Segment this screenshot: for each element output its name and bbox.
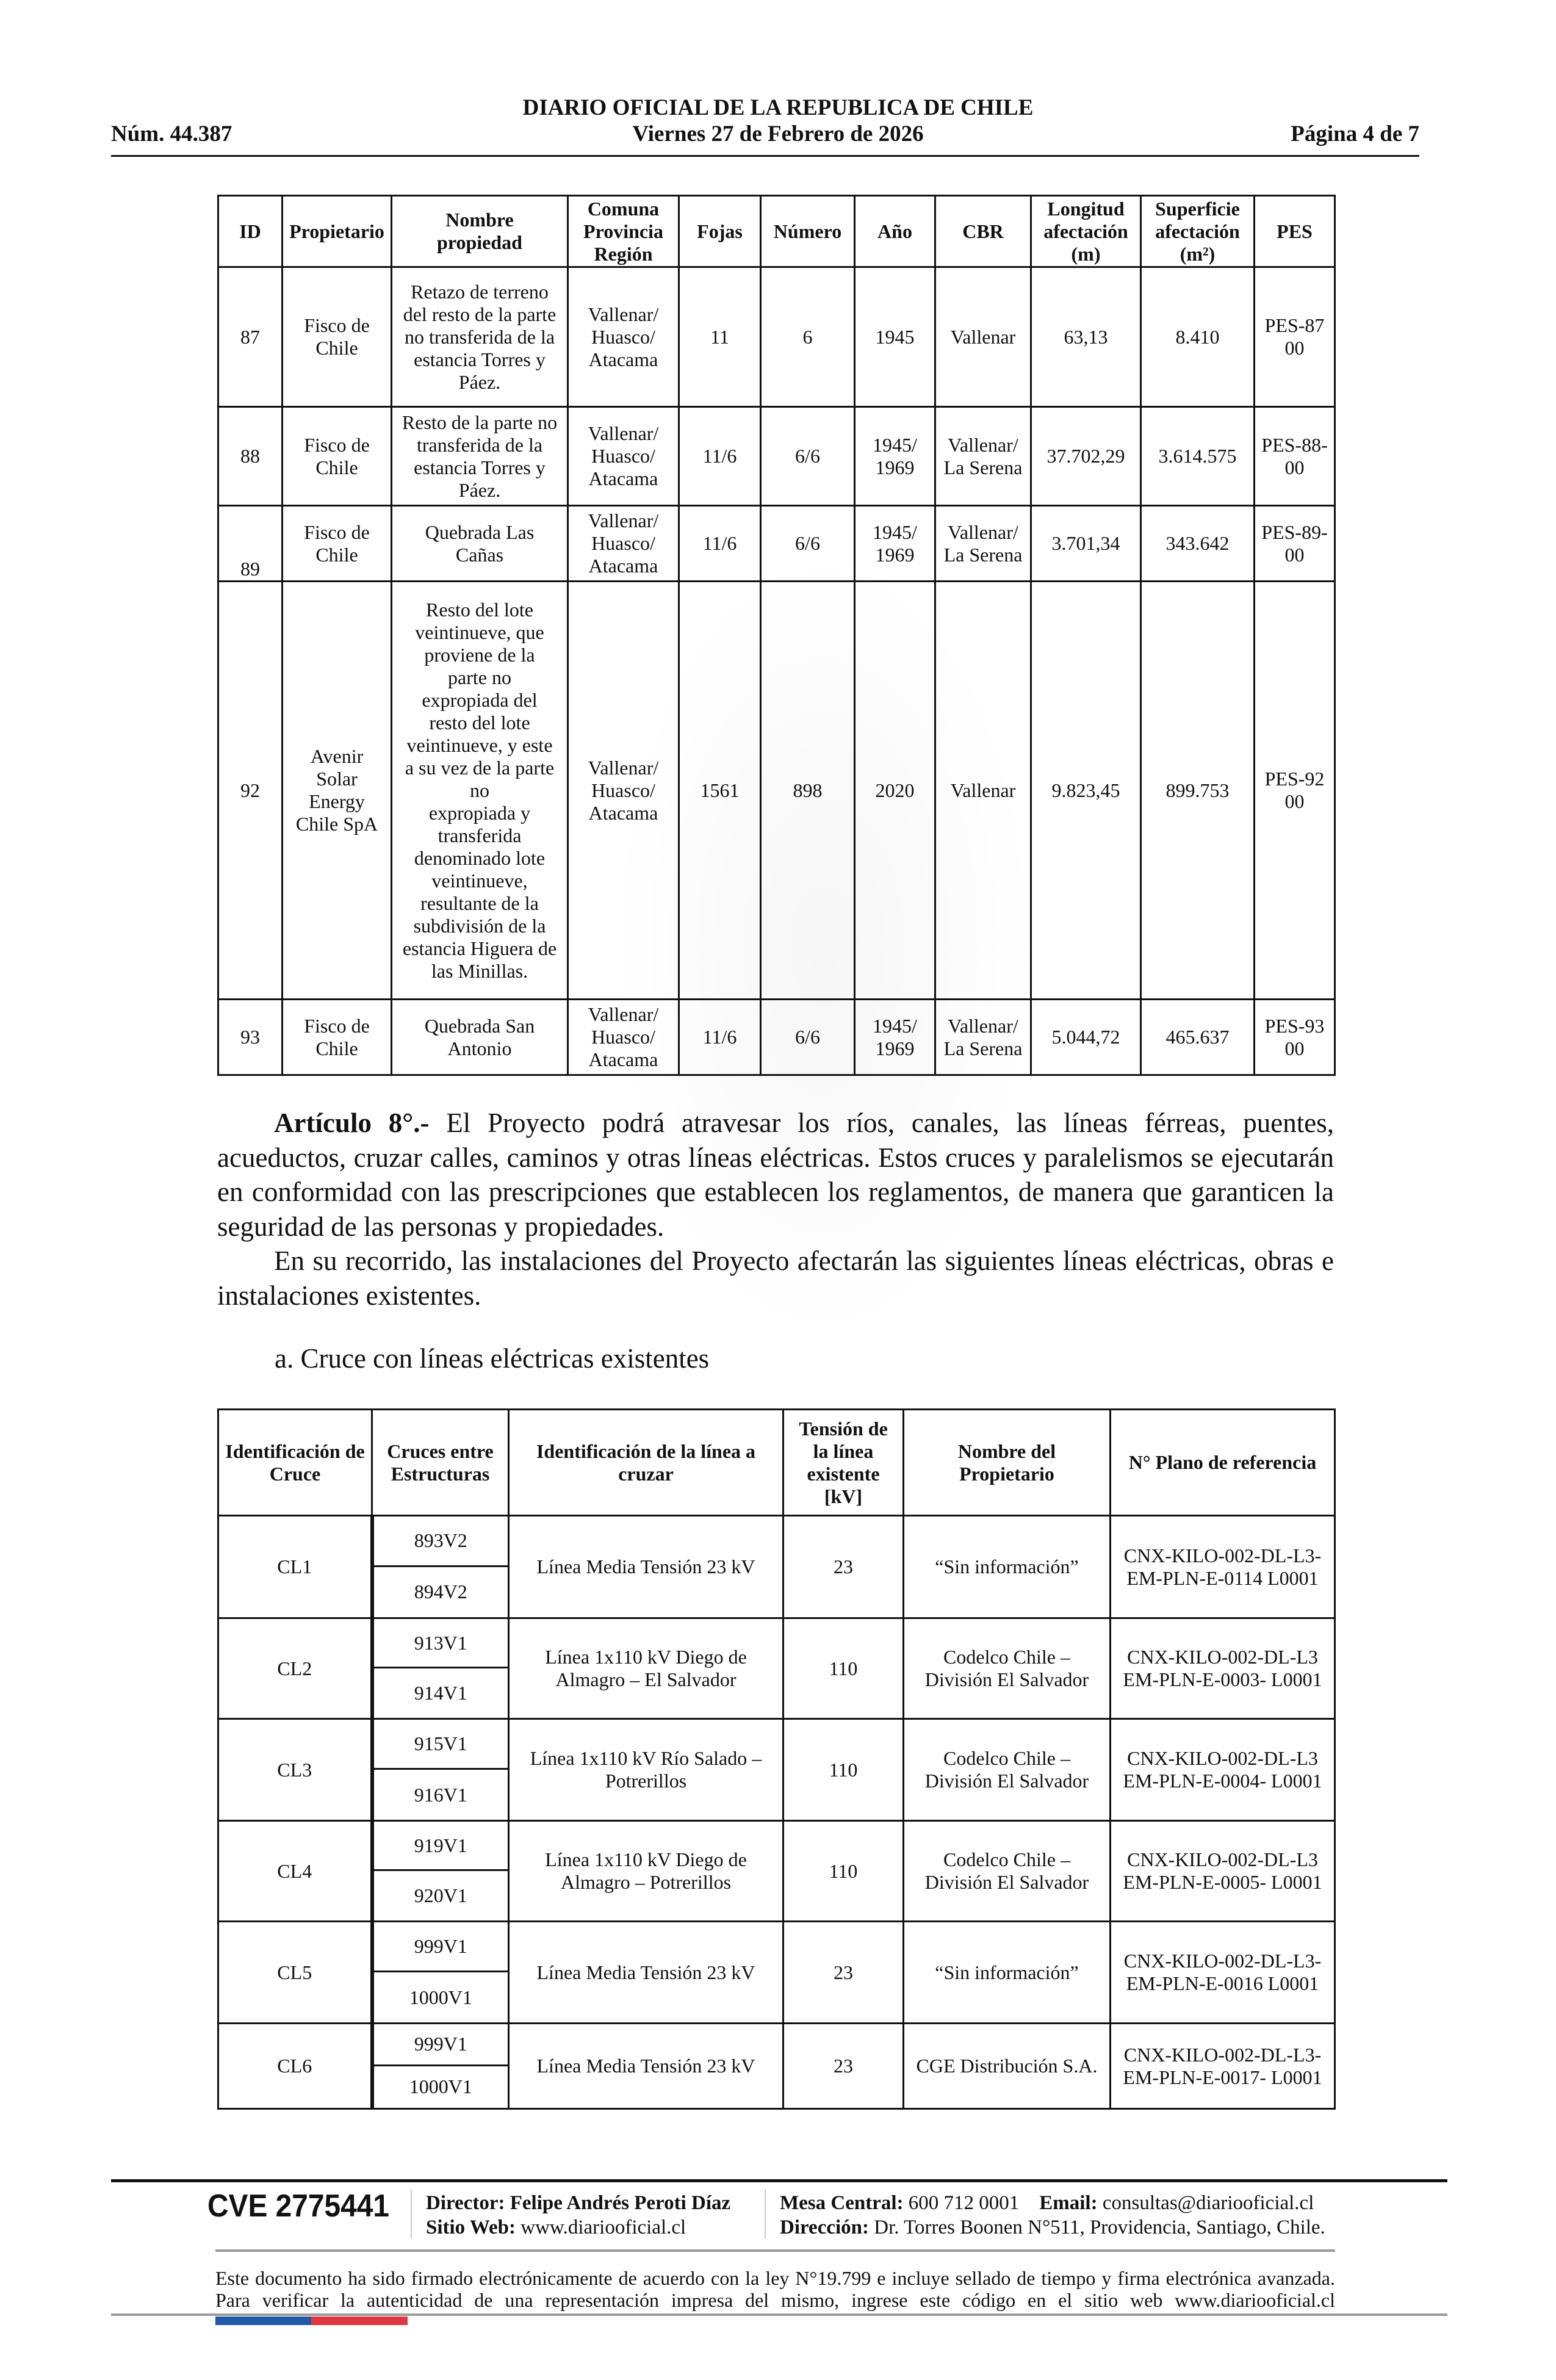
cell-crossing-id: CL1 [218, 1516, 372, 1618]
table-row [218, 2024, 1335, 2109]
structure-from: 913V1 [374, 1619, 508, 1668]
footer-divider [215, 2249, 1335, 2252]
cell-crossing-id: CL4 [218, 1821, 372, 1922]
cell-comuna: Vallenar/ Huasco/ Atacama [568, 582, 679, 1000]
cell-name: Quebrada Las Cañas [392, 506, 568, 582]
cell-name: Resto de la parte no transferida de la estancia Torres y Páez. [392, 407, 568, 506]
cell-id: 93 [218, 1000, 283, 1075]
cell-plan: CNX-KILO-002-DL-L3- EM-PLN-E-0016 L0001 [1111, 1922, 1335, 2024]
cell-comuna: Vallenar/ Huasco/ Atacama [568, 1000, 679, 1075]
cell-numero: 6 [761, 267, 855, 407]
cell-pes: PES-89- 00 [1255, 506, 1335, 582]
cell-id: 88 [218, 407, 283, 506]
column-header: Número [761, 196, 855, 267]
cell-longitud: 3.701,34 [1031, 506, 1141, 582]
crossings-table [217, 1408, 1336, 2110]
header-divider [111, 155, 1419, 157]
column-header: Nombre del Propietario [904, 1410, 1111, 1516]
cell-pes: PES-93 00 [1255, 1000, 1335, 1075]
cell-structures [372, 1719, 509, 1821]
article-8-text [217, 1106, 1334, 1313]
structure-from: 919V1 [374, 1822, 508, 1871]
column-header: Comuna Provincia Región [568, 196, 679, 267]
cell-line: Línea Media Tensión 23 kV [509, 2024, 783, 2109]
cell-plan: CNX-KILO-002-DL-L3 EM-PLN-E-0004- L0001 [1111, 1719, 1335, 1821]
column-header: Identificación de Cruce [218, 1410, 372, 1516]
cell-structures [372, 2024, 509, 2109]
phone-number: 600 712 0001 [908, 2192, 1020, 2214]
email-link[interactable]: consultas@diariooficial.cl [1102, 2192, 1314, 2214]
footer-divider [111, 2313, 1447, 2316]
cell-owner: Codelco Chile – División El Salvador [904, 1618, 1111, 1719]
cell-pes: PES-92 00 [1255, 582, 1335, 1000]
cell-comuna: Vallenar/ Huasco/ Atacama [568, 267, 679, 407]
cell-kv: 23 [783, 1922, 904, 2024]
cell-owner: Codelco Chile – División El Salvador [904, 1719, 1111, 1821]
cell-owner: Codelco Chile – División El Salvador [904, 1821, 1111, 1922]
director-name: Felipe Andrés Peroti Díaz [510, 2192, 731, 2214]
cell-anio: 1945/ 1969 [855, 506, 935, 582]
cell-owner: Avenir Solar Energy Chile SpA [283, 582, 392, 1000]
cell-fojas: 11/6 [679, 506, 761, 582]
cell-name: Quebrada San Antonio [392, 1000, 568, 1075]
cell-longitud: 37.702,29 [1031, 407, 1141, 506]
structure-to: 916V1 [414, 1783, 467, 1806]
phone-label: Mesa Central: [780, 2192, 904, 2214]
cell-owner: Fisco de Chile [283, 506, 392, 582]
column-header: CBR [935, 196, 1031, 267]
website-link[interactable]: www.diariooficial.cl [520, 2216, 686, 2238]
cell-cbr: Vallenar/ La Serena [935, 1000, 1031, 1075]
cell-superficie: 8.410 [1141, 267, 1255, 407]
cell-structures [372, 1516, 509, 1618]
table-row [218, 1719, 1335, 1821]
cell-numero: 6/6 [761, 1000, 855, 1075]
cell-anio: 1945/ 1969 [855, 1000, 935, 1075]
cell-id: 92 [218, 582, 283, 1000]
structure-from: 999V1 [374, 1922, 508, 1972]
signature-disclaimer: Este documento ha sido firmado electrónicamente de acuerdo con la ley N°19.799 e incluye sellado de tiempo y firma electrónica avanzada. Para verificar la autenticidad de una representación impresa del mismo, ingrese este código en el sitio web www.diariooficial.cl [215, 2267, 1335, 2311]
flag-stripe-red [311, 2317, 408, 2325]
cell-comuna: Vallenar/ Huasco/ Atacama [568, 407, 679, 506]
column-header: Tensión de la línea existente [kV] [783, 1410, 904, 1516]
cell-longitud: 9.823,45 [1031, 582, 1141, 1000]
structure-to: 914V1 [414, 1682, 467, 1704]
cell-cbr: Vallenar [935, 267, 1031, 407]
footer-divider [111, 2179, 1447, 2182]
cell-crossing-id: CL2 [218, 1618, 372, 1719]
cell-plan: CNX-KILO-002-DL-L3- EM-PLN-E-0017- L0001 [1111, 2024, 1335, 2109]
column-header: ID [218, 196, 283, 267]
cell-line: Línea 1x110 kV Río Salado – Potrerillos [509, 1719, 783, 1821]
structure-from: 999V1 [374, 2024, 508, 2066]
structure-to: 1000V1 [409, 1986, 472, 2008]
cell-pes: PES-87 00 [1255, 267, 1335, 407]
cell-id: 87 [218, 267, 283, 407]
column-header: PES [1255, 196, 1335, 267]
cell-kv: 23 [783, 1516, 904, 1618]
cell-numero: 6/6 [761, 506, 855, 582]
column-header: N° Plano de referencia [1111, 1410, 1335, 1516]
issue-number: Núm. 44.387 [111, 121, 232, 146]
address: Dr. Torres Boonen N°511, Providencia, Santiago, Chile. [874, 2216, 1325, 2238]
flag-stripe-blue [215, 2317, 311, 2325]
cell-plan: CNX-KILO-002-DL-L3- EM-PLN-E-0114 L0001 [1111, 1516, 1335, 1618]
cell-superficie: 3.614.575 [1141, 407, 1255, 506]
cell-owner: CGE Distribución S.A. [904, 2024, 1111, 2109]
email-label: Email: [1039, 2192, 1098, 2214]
structure-from: 893V2 [374, 1516, 508, 1567]
contact-info [780, 2191, 1325, 2240]
table-row [218, 1821, 1335, 1922]
cell-comuna: Vallenar/ Huasco/ Atacama [568, 506, 679, 582]
cell-superficie: 343.642 [1141, 506, 1255, 582]
column-header: Propietario [283, 196, 392, 267]
cell-name: Retazo de terreno del resto de la parte no transferida de la estancia Torres y Páez. [392, 267, 568, 407]
cell-numero: 898 [761, 582, 855, 1000]
cell-plan: CNX-KILO-002-DL-L3 EM-PLN-E-0005- L0001 [1111, 1821, 1335, 1922]
cell-structures [372, 1821, 509, 1922]
column-header: Longitud afectación (m) [1031, 196, 1141, 267]
cell-numero: 6/6 [761, 407, 855, 506]
cell-fojas: 11 [679, 267, 761, 407]
issue-date: Viernes 27 de Febrero de 2026 [632, 121, 924, 146]
column-header: Nombre propiedad [392, 196, 568, 267]
cell-line: Línea Media Tensión 23 kV [509, 1922, 783, 2024]
cell-superficie: 899.753 [1141, 582, 1255, 1000]
footer-separator [411, 2190, 412, 2238]
cell-line: Línea 1x110 kV Diego de Almagro – Potrerillos [509, 1821, 783, 1922]
section-subheading: a. Cruce con líneas eléctricas existentes [275, 1343, 710, 1374]
cell-cbr: Vallenar [935, 582, 1031, 1000]
structure-from: 915V1 [374, 1720, 508, 1770]
column-header: Cruces entre Estructuras [372, 1410, 509, 1516]
article-title: Artículo 8°.- [274, 1108, 430, 1138]
cell-structures [372, 1922, 509, 2024]
column-header: Superficie afectación (m²) [1141, 196, 1255, 267]
cell-line: Línea 1x110 kV Diego de Almagro – El Salvador [509, 1618, 783, 1719]
table-row [218, 1922, 1335, 2024]
cell-kv: 110 [783, 1719, 904, 1821]
table-row [218, 1000, 1335, 1075]
cell-owner: “Sin información” [904, 1516, 1111, 1618]
cell-kv: 110 [783, 1618, 904, 1719]
cell-cbr: Vallenar/ La Serena [935, 506, 1031, 582]
cell-fojas: 11/6 [679, 1000, 761, 1075]
cve-code: CVE 2775441 [207, 2188, 389, 2224]
cell-anio: 1945 [855, 267, 935, 407]
cell-owner: Fisco de Chile [283, 1000, 392, 1075]
column-header: Fojas [679, 196, 761, 267]
cell-kv: 23 [783, 2024, 904, 2109]
cell-id: 89 [218, 506, 283, 582]
cell-crossing-id: CL6 [218, 2024, 372, 2109]
director-label: Director: [426, 2192, 505, 2214]
table-row [218, 1618, 1335, 1719]
cell-longitud: 5.044,72 [1031, 1000, 1141, 1075]
cell-line: Línea Media Tensión 23 kV [509, 1516, 783, 1618]
cell-fojas: 1561 [679, 582, 761, 1000]
structure-to: 1000V1 [409, 2075, 472, 2098]
cell-owner: Fisco de Chile [283, 407, 392, 506]
cell-longitud: 63,13 [1031, 267, 1141, 407]
column-header: Identificación de la línea a cruzar [509, 1410, 783, 1516]
table-row [218, 267, 1335, 407]
footer-separator [765, 2190, 766, 2238]
table-row [218, 407, 1335, 506]
website-label: Sitio Web: [426, 2216, 516, 2238]
cell-crossing-id: CL5 [218, 1922, 372, 2024]
cell-structures [372, 1618, 509, 1719]
director-info [426, 2191, 730, 2240]
table-row [218, 506, 1335, 582]
cell-owner: Fisco de Chile [283, 267, 392, 407]
address-label: Dirección: [780, 2216, 870, 2238]
structure-to: 894V2 [414, 1581, 467, 1603]
cell-anio: 2020 [855, 582, 935, 1000]
cell-pes: PES-88- 00 [1255, 407, 1335, 506]
article-paragraph-2: En su recorrido, las instalaciones del Proyecto afectarán las siguientes líneas eléctricas, obras e instalaciones existentes. [217, 1246, 1334, 1311]
newspaper-title: DIARIO OFICIAL DE LA REPUBLICA DE CHILE [522, 95, 1034, 120]
cell-fojas: 11/6 [679, 407, 761, 506]
cell-plan: CNX-KILO-002-DL-L3 EM-PLN-E-0003- L0001 [1111, 1618, 1335, 1719]
cell-name: Resto del lote veintinueve, que proviene de la parte no expropiada del resto del lote veintinueve, y este a su vez de la parte no expropiada y transferida denominado lote veintinueve, resultante de la subdivisión de la estancia Higuera de las Minillas. [392, 582, 568, 1000]
cell-owner: “Sin información” [904, 1922, 1111, 2024]
cell-crossing-id: CL3 [218, 1719, 372, 1821]
article-paragraph-1: El Proyecto podrá atravesar los ríos, canales, las líneas férreas, puentes, acueductos, cruzar calles, caminos y otras líneas eléctricas. Estos cruces y paralelismos se ejecutarán en conformidad con las prescripciones que establecen los reglamentos, de manera que garanticen la seguridad de las personas y propiedades. [217, 1108, 1334, 1242]
cell-anio: 1945/ 1969 [855, 407, 935, 506]
cell-cbr: Vallenar/ La Serena [935, 407, 1031, 506]
table-row [218, 1516, 1335, 1618]
cell-superficie: 465.637 [1141, 1000, 1255, 1075]
structure-to: 920V1 [414, 1884, 467, 1906]
properties-table [217, 195, 1336, 1076]
page-indicator: Página 4 de 7 [1291, 121, 1419, 146]
cell-kv: 110 [783, 1821, 904, 1922]
column-header: Año [855, 196, 935, 267]
table-row [218, 582, 1335, 1000]
